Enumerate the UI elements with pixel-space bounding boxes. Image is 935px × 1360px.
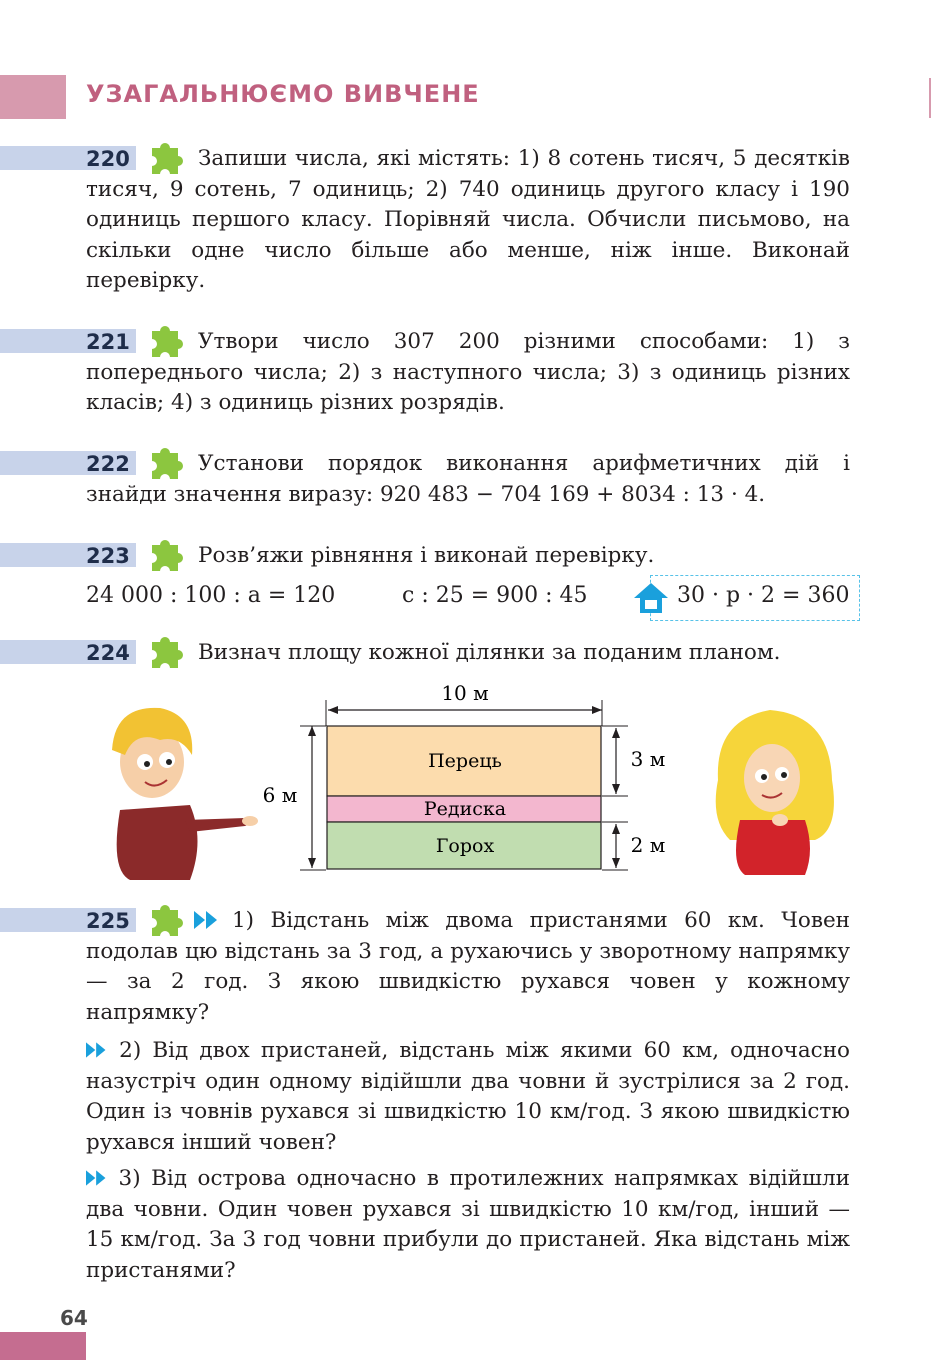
task-number: 222 [86,452,130,476]
task-text: Установи порядок виконання арифметичних дій і знайди значення виразу: 920 483 − 704 169 + 8034 : 13 · 4. [86,451,850,507]
plot-label: Редиска [423,798,507,820]
subtask-text: 2) Від двох пристаней, відстань між якими 60 км, одночасно назустріч один одному відійшли два човни й зустрілися за 2 год. Один із човнів рухався зі швидкістю 10 км/год. З якою швидкістю рухався інший човен? [86,1038,850,1155]
plot-label: Перець [428,750,502,772]
double-arrow-icon [86,1041,108,1059]
page-number: 64 [60,1306,88,1330]
house-icon [632,580,670,616]
height-label: 6 м [262,783,298,807]
girl-illustration [716,710,834,875]
task-number: 223 [86,544,130,568]
footer-band [0,1332,86,1360]
task-number: 220 [86,147,130,171]
task-text: Розв’яжи рівняння і виконай перевірку. [198,543,655,568]
section-title: УЗАГАЛЬНЮЄМО ВИВЧЕНЕ [86,80,480,108]
plot-label: Горох [435,835,495,857]
top-dimension-label: 3 м [630,747,666,771]
task-text: Утвори число 307 200 різними способами: 1) з попереднього числа; 2) з наступного числа; 3) з одиниць різних класів; 4) з одиниць різних розрядів. [86,329,850,415]
task-text: Визнач площу кожної ділянки за поданим планом. [198,640,781,665]
header-divider [929,78,931,118]
bottom-dimension-label: 2 м [630,833,666,857]
boy-illustration [112,708,258,880]
header-band [0,75,66,119]
equation-2: c : 25 = 900 : 45 [402,583,588,608]
plot-plan-diagram [0,680,935,880]
equation-1: 24 000 : 100 : a = 120 [86,583,336,608]
task-number: 224 [86,641,130,665]
double-arrow-icon [86,1169,108,1187]
task-text: 1) Відстань між двома пристанями 60 км. Човен подолав цю відстань за 3 год, а рухаючись у зворотному напрямку — за 2 год. З якою швидкістю рухався човен у кожному напрямку? [86,908,850,1025]
equation-3: 30 · p · 2 = 360 [677,583,850,608]
task-text: Запиши числа, які містять: 1) 8 сотень тисяч, 5 десятків тисяч, 9 сотень, 7 одиниць; 2) 740 одиниць другого класу і 190 одиниць першого класу. Порівняй числа. Обчисли письмово, на скільки одне число більше або менше, ніж інше. Виконай перевірку. [86,146,850,293]
task-number: 221 [86,330,130,354]
subtask-text: 3) Від острова одночасно в протилежних напрямках відійшли два човни. Один човен рухався зі швидкістю 10 км/год, інший — 15 км/год. За 3 год човни прибули до пристаней. Яка відстань між пристанями? [86,1166,850,1283]
task-number: 225 [86,909,130,933]
width-label: 10 м [441,681,489,705]
